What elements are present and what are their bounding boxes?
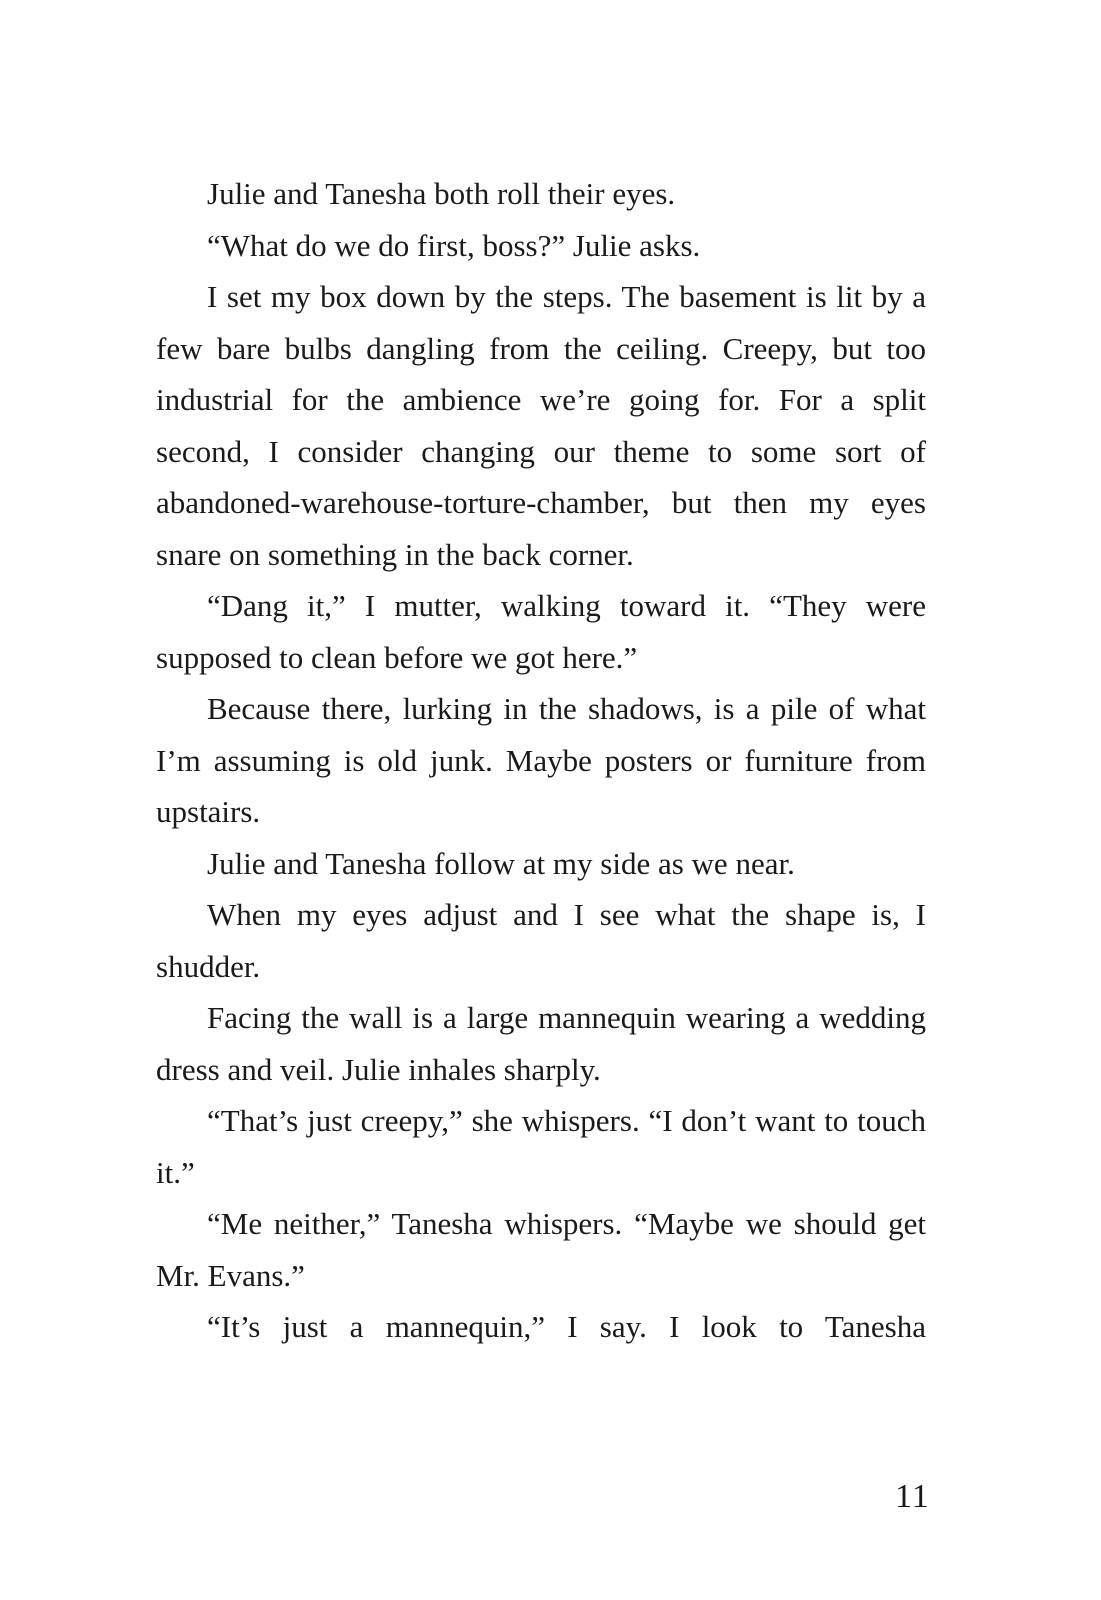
paragraph: Julie and Tanesha follow at my side as we near. — [207, 845, 795, 881]
paragraph: “That’s just creepy,” she whispers. “I don’t want to touch it.” — [156, 1103, 926, 1190]
paragraph: “Me neither,” Tanesha whispers. “Maybe we should get Mr. Evans.” — [156, 1206, 926, 1293]
paragraph-last: “It’s just a mannequin,” I say. I look to Tanesha — [207, 1309, 926, 1344]
body-text — [156, 168, 926, 1353]
paragraph: Julie and Tanesha both roll their eyes. — [207, 176, 676, 211]
page-number: 11 — [895, 1478, 930, 1515]
paragraph: When my eyes adjust and I see what the shape is, I shudder. — [156, 897, 926, 984]
paragraph: “Dang it,” I mutter, walking toward it. “They were supposed to clean before we got here.” — [156, 588, 926, 675]
paragraph: Facing the wall is a large mannequin wearing a wedding dress and veil. Julie inhales sharply. — [156, 1000, 926, 1087]
paragraph: Because there, lurking in the shadows, is a pile of what I’m assuming is old junk. Maybe posters or furniture from upstairs. — [156, 691, 926, 829]
paragraph: I set my box down by the steps. The basement is lit by a few bare bulbs dangling from the ceiling. Creepy, but too industrial for the ambience we’re going for. For a split second, I consider changing our theme to some sort of abandoned-warehouse-torture-chamber, but then my eyes snare on something in the back corner. — [156, 279, 926, 572]
paragraph: “What do we do first, boss?” Julie asks. — [207, 227, 701, 263]
